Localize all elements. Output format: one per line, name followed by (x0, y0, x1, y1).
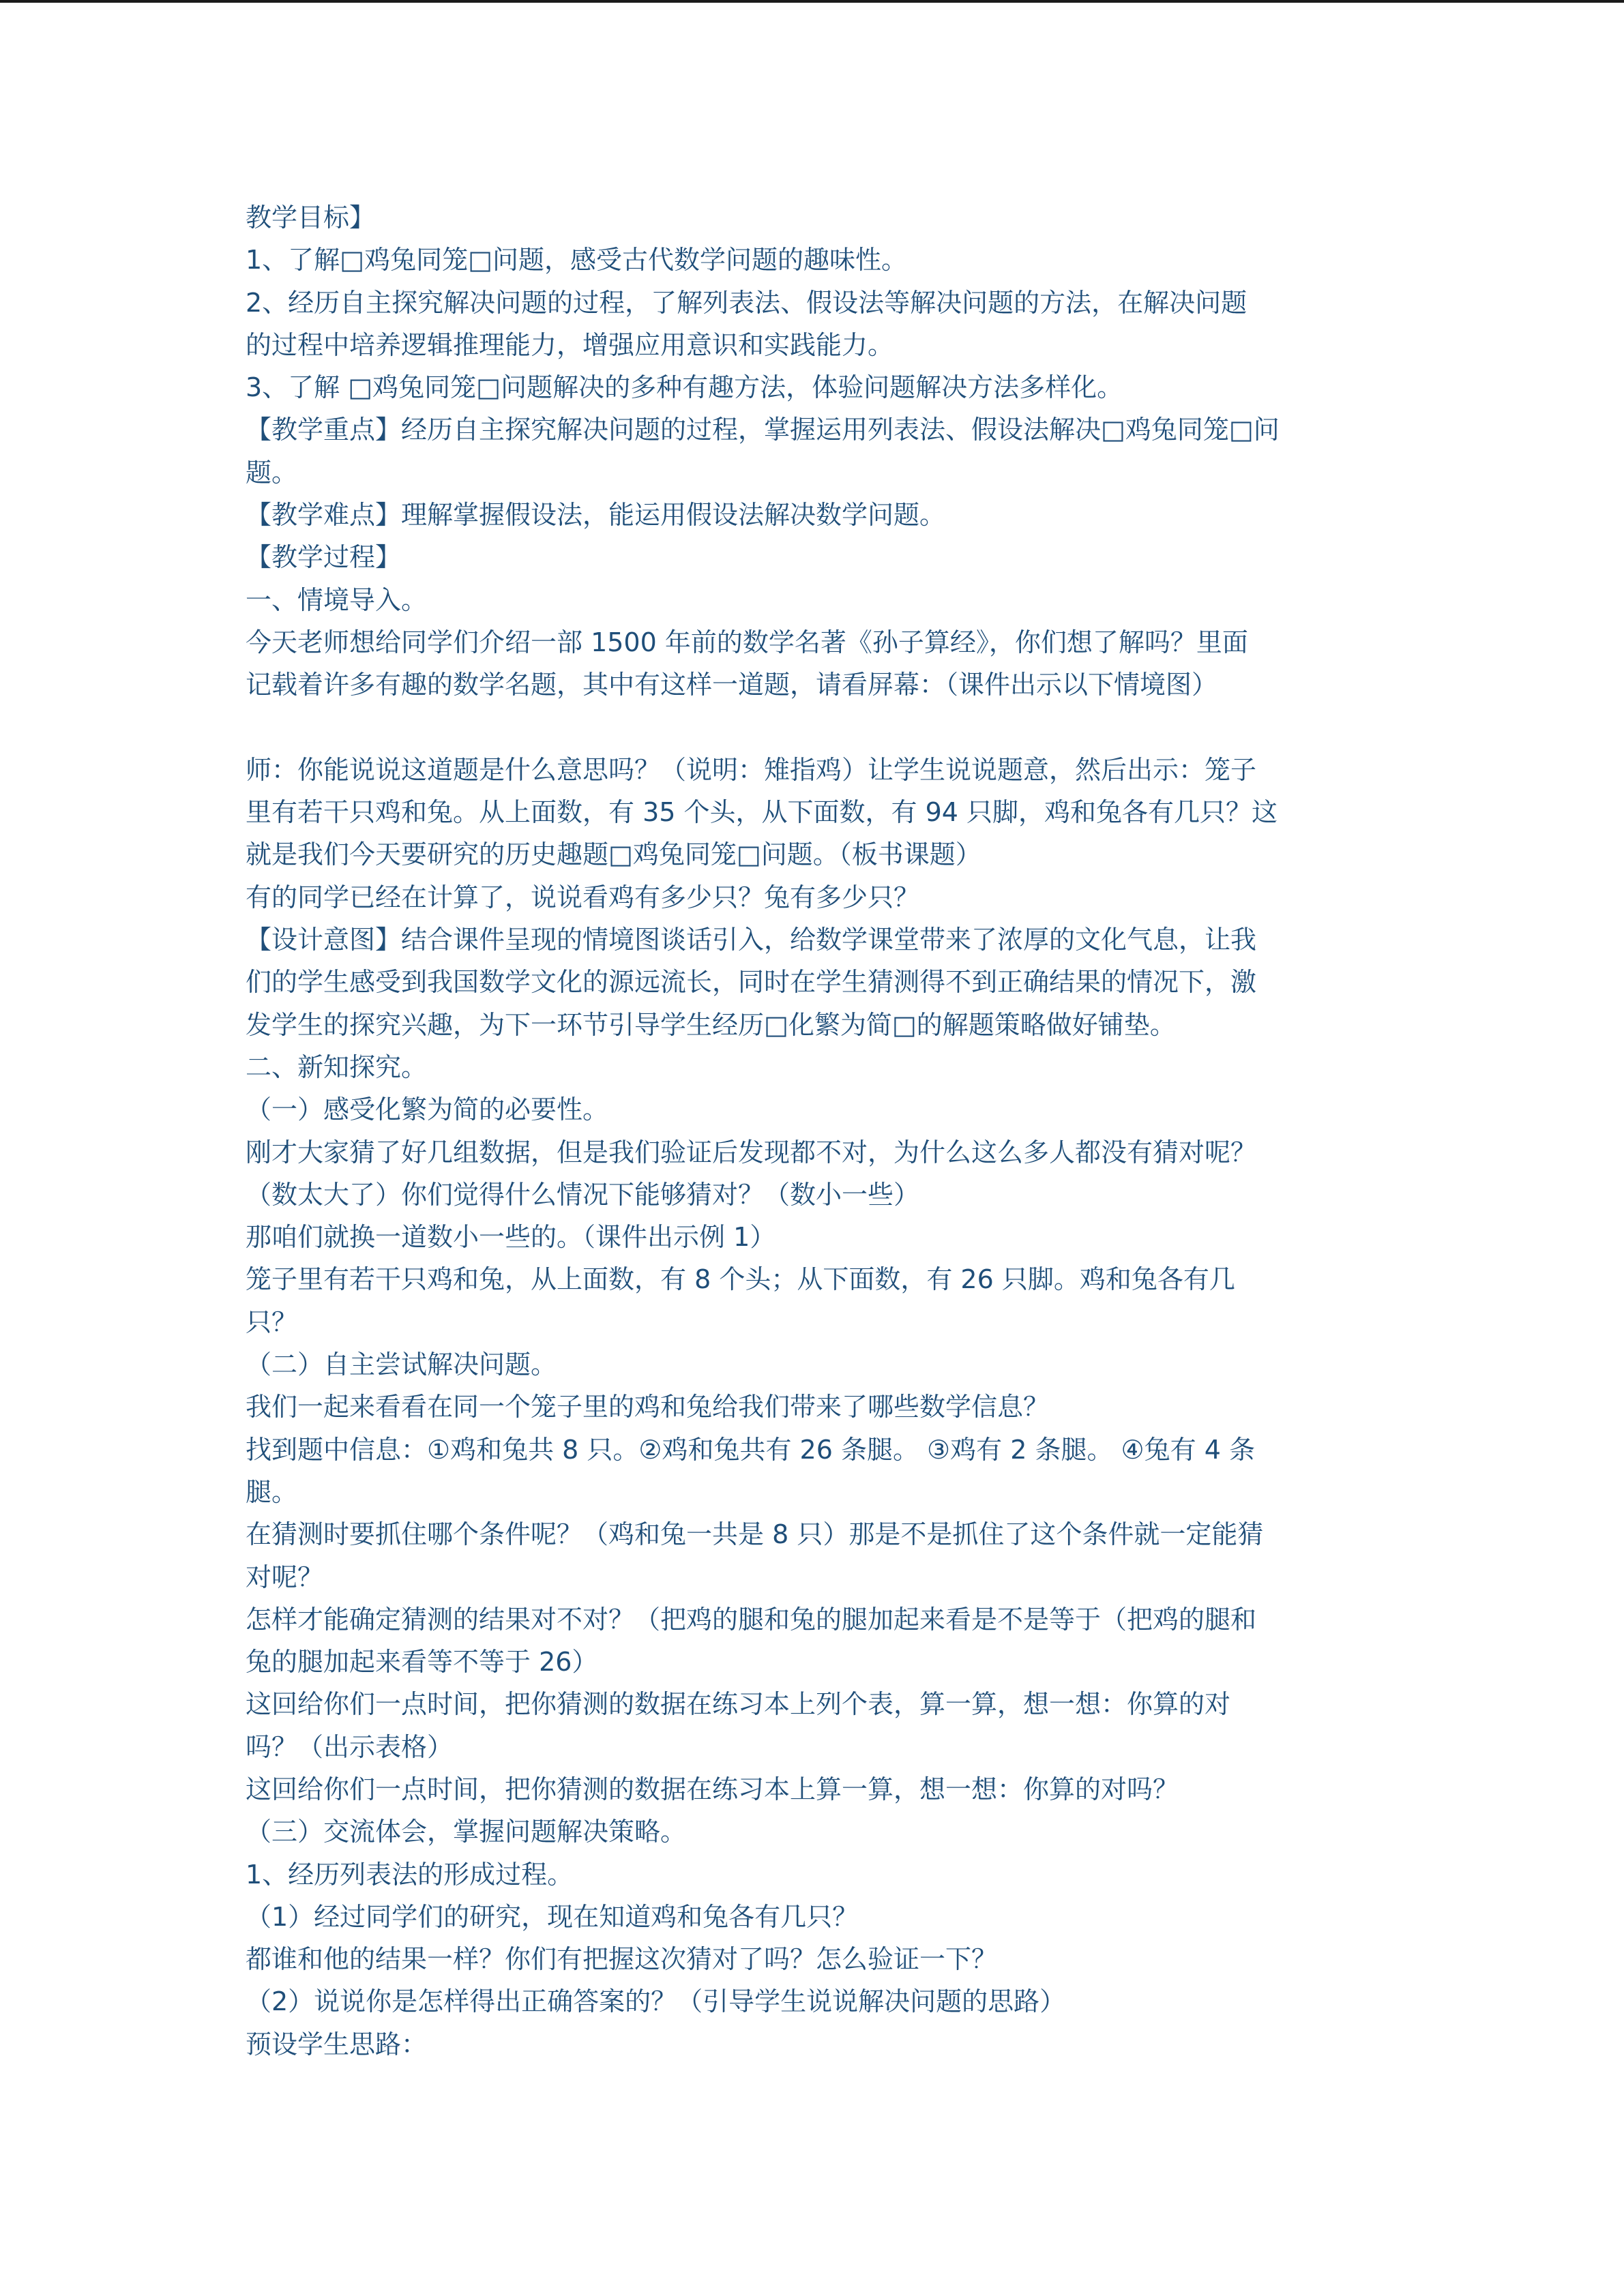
page-top-border (0, 0, 1624, 3)
text-line: 我们一起来看看在同一个笼子里的鸡和兔给我们带来了哪些数学信息？ (246, 1392, 1050, 1422)
text-line: 预设学生思路： (246, 2029, 428, 2059)
text-line: 怎样才能确定猜测的结果对不对？（把鸡的腿和兔的腿加起来看是不是等于（把鸡的腿和 (246, 1604, 1257, 1635)
text-line: 题。 (246, 457, 298, 488)
text-line: 里有若干只鸡和兔。从上面数，有 35 个头，从下面数，有 94 只脚，鸡和兔各有几只？这 (246, 797, 1278, 828)
text-line: 有的同学已经在计算了，说说看鸡有多少只？兔有多少只？ (246, 882, 920, 912)
text-line: 1、经历列表法的形成过程。 (246, 1859, 574, 1890)
text-line: 记载着许多有趣的数学名题，其中有这样一道题，请看屏幕：（课件出示以下情境图） (246, 670, 1218, 700)
text-line: （数太大了）你们觉得什么情况下能够猜对？（数小一些） (246, 1179, 920, 1210)
text-line: 笼子里有若干只鸡和兔，从上面数，有 8 个头；从下面数，有 26 只脚。鸡和兔各有几 (246, 1264, 1235, 1295)
text-line: 3、了解 □鸡兔同笼□问题解决的多种有趣方法，体验问题解决方法多样化。 (246, 372, 1123, 403)
section-heading: 二、新知探究。 (246, 1052, 428, 1082)
text-line: 师：你能说说这道题是什么意思吗？（说明：雉指鸡）让学生说说题意，然后出示：笼子 (246, 754, 1257, 785)
text-line: 刚才大家猜了好几组数据，但是我们验证后发现都不对，为什么这么多人都没有猜对呢？ (246, 1137, 1257, 1167)
text-line: 这回给你们一点时间，把你猜测的数据在练习本上列个表，算一算，想一想：你算的对 (246, 1689, 1231, 1720)
text-line: 兔的腿加起来看等不等于 26） (246, 1647, 598, 1678)
document-body (246, 196, 1378, 2066)
blank-line (246, 706, 1378, 749)
text-line: 都谁和他的结果一样？你们有把握这次猜对了吗？怎么验证一下？ (246, 1944, 998, 1975)
text-line: 对呢？ (246, 1562, 324, 1592)
text-line: 就是我们今天要研究的历史趣题□鸡兔同笼□问题。（板书课题） (246, 839, 981, 870)
text-line: 【设计意图】结合课件呈现的情境图谈话引入，给数学课堂带来了浓厚的文化气息，让我 (246, 925, 1257, 955)
text-line: 发学生的探究兴趣，为下一环节引导学生经历□化繁为简□的解题策略做好铺垫。 (246, 1009, 1176, 1040)
text-line: 找到题中信息：①鸡和兔共 8 只。②鸡和兔共有 26 条腿。 ③鸡有 2 条腿。 ④兔有 4 条 (246, 1434, 1255, 1465)
text-line: 今天老师想给同学们介绍一部 1500 年前的数学名著《孙子算经》，你们想了解吗？里面 (246, 627, 1248, 657)
text-line: 只？ (246, 1307, 298, 1337)
text-line: 腿。 (246, 1476, 298, 1507)
text-line: 【教学难点】理解掌握假设法，能运用假设法解决数学问题。 (246, 500, 946, 531)
text-line: 这回给你们一点时间，把你猜测的数据在练习本上算一算，想一想：你算的对吗？ (246, 1774, 1179, 1804)
text-line: 1、了解□鸡兔同笼□问题，感受古代数学问题的趣味性。 (246, 245, 907, 275)
text-line: 【教学重点】经历自主探究解决问题的过程，掌握运用列表法、假设法解决□鸡兔同笼□问 (246, 415, 1280, 445)
text-line: （1）经过同学们的研究，现在知道鸡和兔各有几只？ (246, 1901, 859, 1932)
section-heading: 【教学过程】 (246, 542, 402, 573)
text-line: （2）说说你是怎样得出正确答案的？（引导学生说说解决问题的思路） (246, 1986, 1066, 2017)
text-line: 2、经历自主探究解决问题的过程，了解列表法、假设法等解决问题的方法，在解决问题 (246, 287, 1247, 318)
text-line: 在猜测时要抓住哪个条件呢？（鸡和兔一共是 8 只）那是不是抓住了这个条件就一定能猜 (246, 1519, 1264, 1550)
text-line: 吗？（出示表格） (246, 1731, 454, 1762)
subsection-heading: （二）自主尝试解决问题。 (246, 1350, 557, 1380)
text-line: 的过程中培养逻辑推理能力，增强应用意识和实践能力。 (246, 329, 894, 360)
text-line: 教学目标】 (246, 203, 376, 233)
text-line: 那咱们就换一道数小一些的。（课件出示例 1） (246, 1222, 776, 1253)
subsection-heading: （一）感受化繁为简的必要性。 (246, 1094, 609, 1125)
text-line: 们的学生感受到我国数学文化的源远流长，同时在学生猜测得不到正确结果的情况下，激 (246, 967, 1257, 998)
section-heading: 一、情境导入。 (246, 584, 428, 615)
subsection-heading: （三）交流体会，掌握问题解决策略。 (246, 1817, 687, 1847)
